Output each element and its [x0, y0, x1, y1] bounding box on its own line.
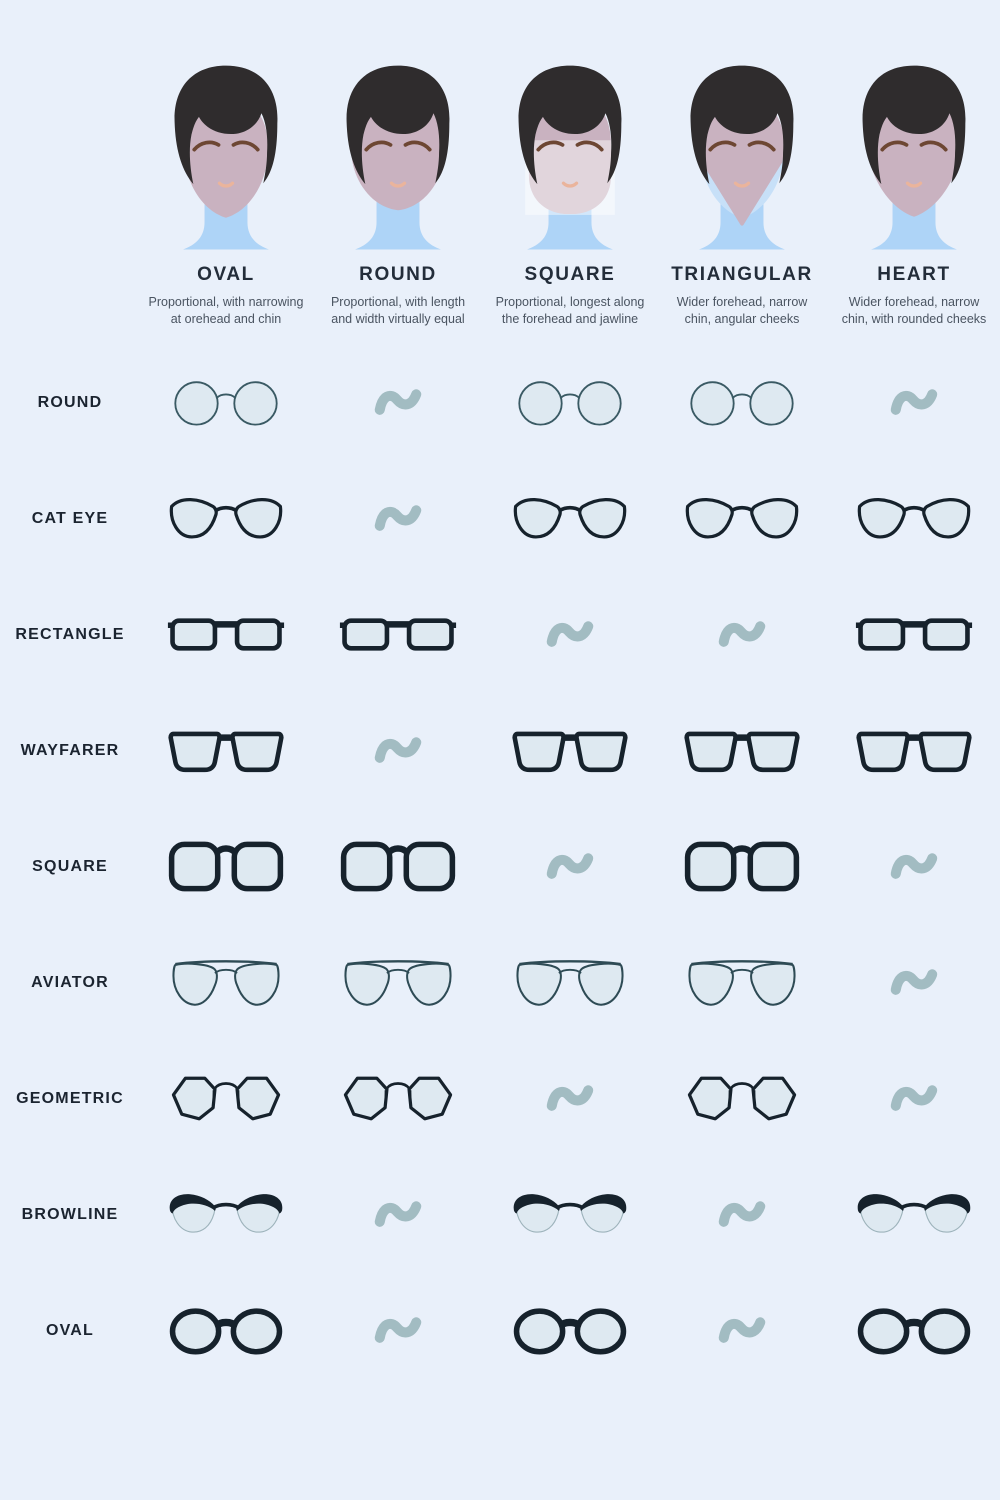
cell-round-oval — [140, 345, 312, 461]
frame-row-label-round: ROUND — [37, 393, 103, 411]
aviator-glasses-icon — [682, 953, 802, 1012]
browline-glasses-icon — [854, 1185, 974, 1244]
face-shape-description: Wider forehead, narrow chin, angular cheeks — [676, 295, 808, 327]
square-glasses-icon — [166, 837, 286, 896]
cell-aviator-round — [312, 925, 484, 1041]
aviator-glasses-icon — [510, 953, 630, 1012]
face-shape-name: ROUND — [359, 264, 437, 285]
cell-oval-square — [484, 1273, 656, 1389]
cell-geometric-oval — [140, 1041, 312, 1157]
cell-aviator-square — [484, 925, 656, 1041]
cell-round-round — [312, 345, 484, 461]
cell-browline-square — [484, 1157, 656, 1273]
frame-row-label-oval: OVAL — [45, 1321, 95, 1339]
rectangle-glasses-icon — [166, 605, 286, 664]
face-shape-description: Proportional, with length and width virtually equal — [330, 295, 466, 327]
square-glasses-icon — [338, 837, 458, 896]
tilde-icon — [373, 735, 423, 766]
geometric-glasses-icon — [166, 1069, 286, 1128]
cell-rectangle-oval — [140, 577, 312, 693]
cell-geometric-round — [312, 1041, 484, 1157]
cell-aviator-heart — [828, 925, 1000, 1041]
cell-aviator-oval — [140, 925, 312, 1041]
cell-rectangle-square — [484, 577, 656, 693]
cell-aviator-triangular — [656, 925, 828, 1041]
rectangle-glasses-icon — [854, 605, 974, 664]
frame-row-label-square: SQUARE — [32, 857, 108, 875]
wayfarer-glasses-icon — [854, 721, 974, 780]
face-column-triangular — [656, 60, 828, 329]
cell-rectangle-triangular — [656, 577, 828, 693]
tilde-icon — [545, 619, 595, 650]
cell-square-round — [312, 809, 484, 925]
face-column-oval — [140, 60, 312, 329]
tilde-icon — [373, 503, 423, 534]
cell-browline-heart — [828, 1157, 1000, 1273]
tilde-icon — [717, 1199, 767, 1230]
round-face-illustration — [314, 60, 482, 256]
cell-wayfarer-triangular — [656, 693, 828, 809]
cell-cateye-square — [484, 461, 656, 577]
cell-wayfarer-oval — [140, 693, 312, 809]
tilde-icon — [545, 1083, 595, 1114]
cell-cateye-oval — [140, 461, 312, 577]
face-shape-name: SQUARE — [524, 264, 616, 285]
face-shape-description: Wider forehead, narrow chin, with rounded cheeks — [841, 295, 987, 327]
triangular-face-illustration — [658, 60, 826, 256]
tilde-icon — [717, 619, 767, 650]
face-shape-name: HEART — [877, 264, 951, 285]
cell-round-heart — [828, 345, 1000, 461]
tilde-icon — [889, 387, 939, 418]
aviator-glasses-icon — [338, 953, 458, 1012]
oval-glasses-icon — [166, 1301, 286, 1360]
heart-face-illustration — [830, 60, 998, 256]
oval-glasses-icon — [854, 1301, 974, 1360]
cateye-glasses-icon — [854, 489, 974, 548]
cell-rectangle-round — [312, 577, 484, 693]
face-shape-name: TRIANGULAR — [671, 264, 813, 285]
square-glasses-icon — [682, 837, 802, 896]
cell-wayfarer-square — [484, 693, 656, 809]
cell-oval-oval — [140, 1273, 312, 1389]
tilde-icon — [373, 1315, 423, 1346]
tilde-icon — [889, 1083, 939, 1114]
frame-row-label-geometric: GEOMETRIC — [16, 1089, 124, 1107]
square-face-illustration — [486, 60, 654, 256]
frame-row-label-wayfarer: WAYFARER — [20, 741, 120, 759]
cell-square-oval — [140, 809, 312, 925]
cell-square-square — [484, 809, 656, 925]
geometric-glasses-icon — [682, 1069, 802, 1128]
cell-browline-oval — [140, 1157, 312, 1273]
tilde-icon — [373, 387, 423, 418]
round-glasses-icon — [166, 373, 286, 432]
aviator-glasses-icon — [166, 953, 286, 1012]
wayfarer-glasses-icon — [682, 721, 802, 780]
cell-cateye-heart — [828, 461, 1000, 577]
cell-square-heart — [828, 809, 1000, 925]
cell-rectangle-heart — [828, 577, 1000, 693]
cell-wayfarer-heart — [828, 693, 1000, 809]
tilde-icon — [717, 1315, 767, 1346]
face-shape-description: Proportional, longest along the forehead and jawline — [495, 295, 645, 327]
cell-wayfarer-round — [312, 693, 484, 809]
cell-geometric-heart — [828, 1041, 1000, 1157]
face-shape-description: Proportional, with narrowing at orehead and chin — [148, 295, 304, 327]
compatibility-grid — [0, 345, 1000, 1389]
cell-geometric-square — [484, 1041, 656, 1157]
cell-cateye-round — [312, 461, 484, 577]
frame-row-label-browline: BROWLINE — [21, 1205, 119, 1223]
face-column-round — [312, 60, 484, 329]
cell-browline-triangular — [656, 1157, 828, 1273]
cell-square-triangular — [656, 809, 828, 925]
cateye-glasses-icon — [510, 489, 630, 548]
wayfarer-glasses-icon — [510, 721, 630, 780]
cell-cateye-triangular — [656, 461, 828, 577]
cell-oval-heart — [828, 1273, 1000, 1389]
frame-row-label-cateye: CAT EYE — [31, 509, 109, 527]
cell-geometric-triangular — [656, 1041, 828, 1157]
tilde-icon — [373, 1199, 423, 1230]
geometric-glasses-icon — [338, 1069, 458, 1128]
cell-oval-round — [312, 1273, 484, 1389]
wayfarer-glasses-icon — [166, 721, 286, 780]
cell-round-square — [484, 345, 656, 461]
cell-oval-triangular — [656, 1273, 828, 1389]
oval-face-illustration — [142, 60, 310, 256]
header-spacer — [0, 60, 140, 329]
cell-browline-round — [312, 1157, 484, 1273]
tilde-icon — [545, 851, 595, 882]
browline-glasses-icon — [510, 1185, 630, 1244]
face-shape-header — [0, 0, 1000, 329]
cateye-glasses-icon — [682, 489, 802, 548]
frame-row-label-rectangle: RECTANGLE — [15, 625, 125, 643]
oval-glasses-icon — [510, 1301, 630, 1360]
browline-glasses-icon — [166, 1185, 286, 1244]
cateye-glasses-icon — [166, 489, 286, 548]
round-glasses-icon — [682, 373, 802, 432]
face-column-heart — [828, 60, 1000, 329]
tilde-icon — [889, 967, 939, 998]
cell-round-triangular — [656, 345, 828, 461]
tilde-icon — [889, 851, 939, 882]
round-glasses-icon — [510, 373, 630, 432]
face-shape-name: OVAL — [197, 264, 255, 285]
face-column-square — [484, 60, 656, 329]
rectangle-glasses-icon — [338, 605, 458, 664]
frame-row-label-aviator: AVIATOR — [31, 973, 109, 991]
